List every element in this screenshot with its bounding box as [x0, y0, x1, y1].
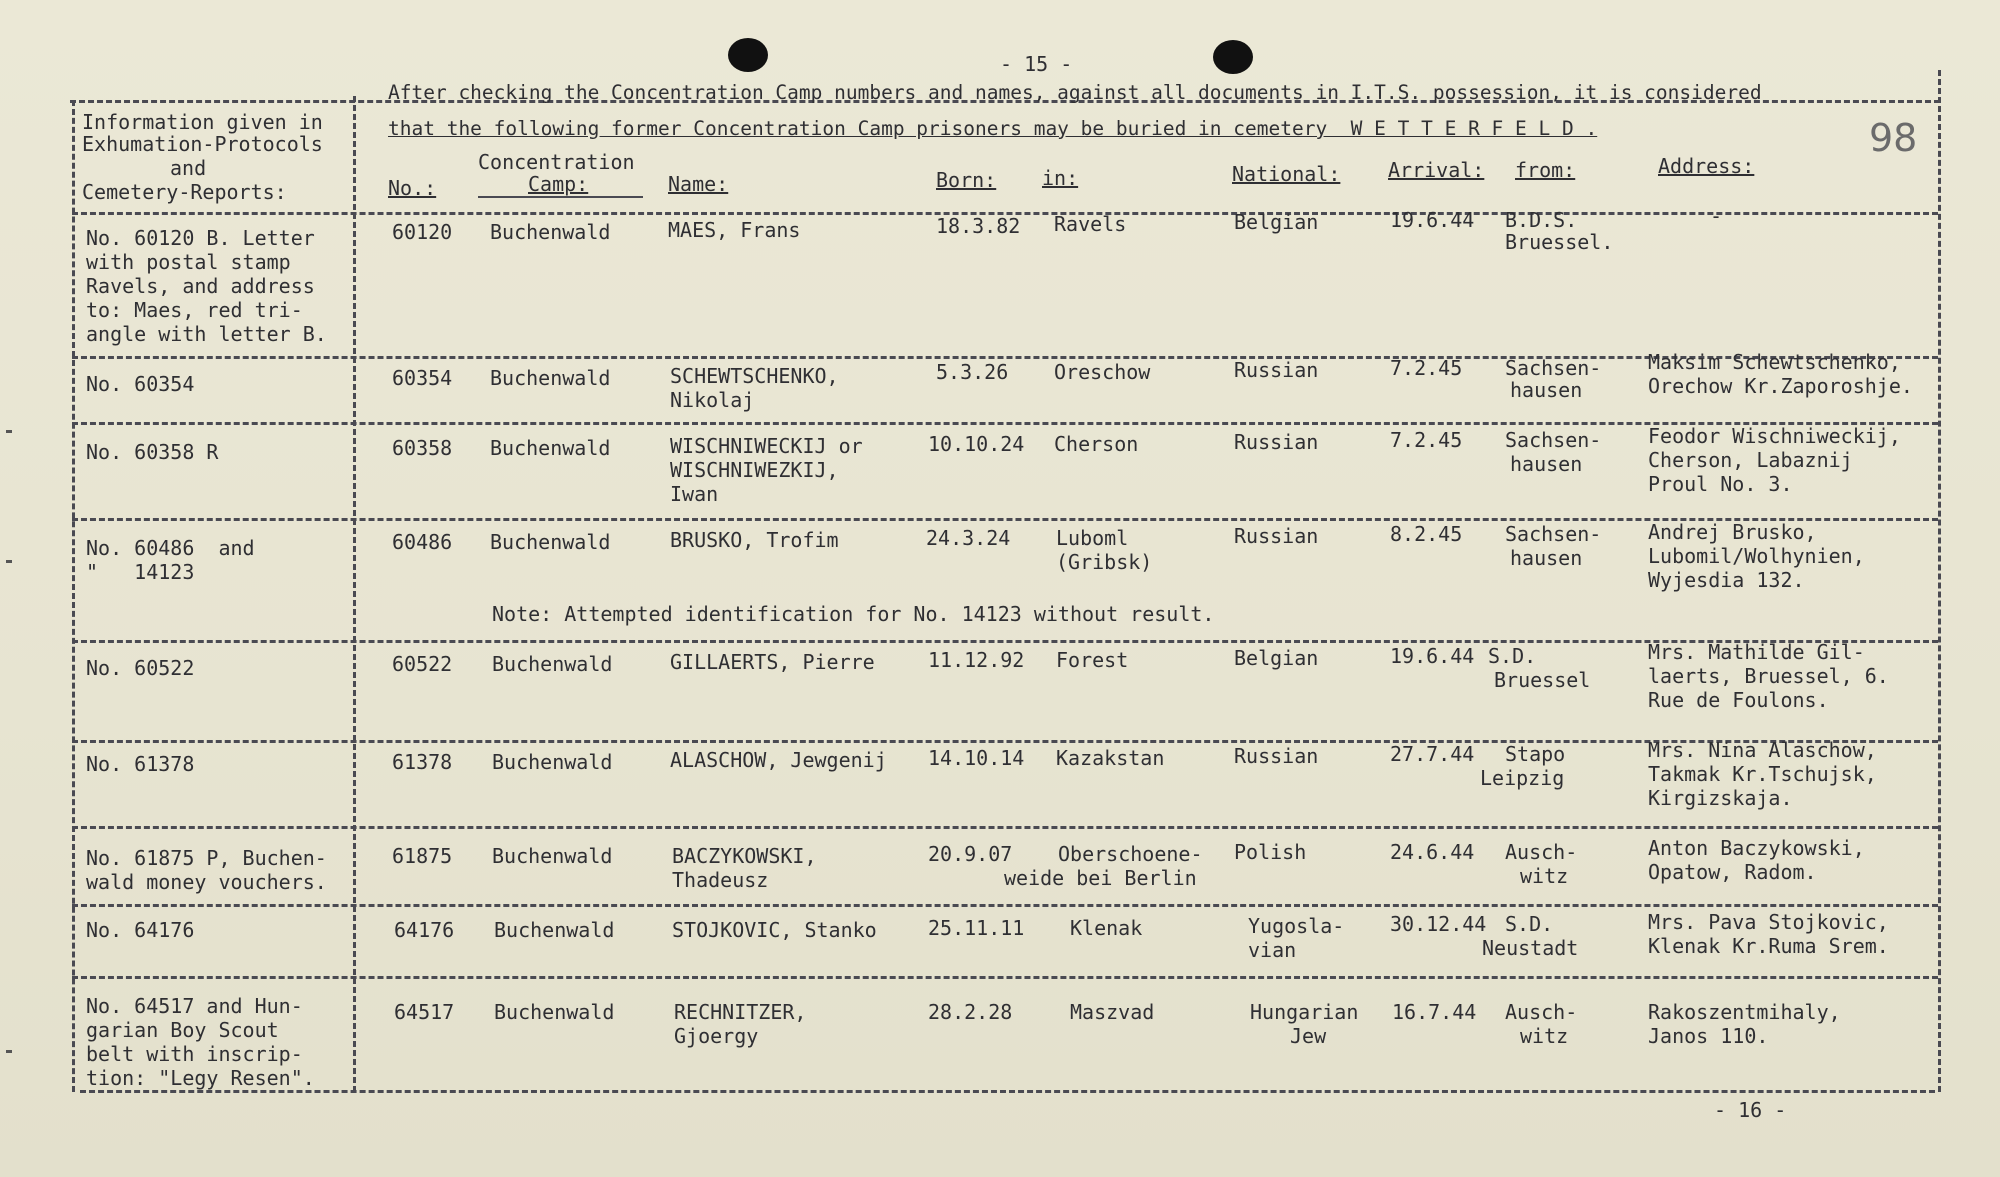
- row-born: 5.3.26: [936, 360, 1009, 384]
- row-born: 20.9.07: [928, 842, 1013, 866]
- row-born: 10.10.24: [928, 432, 1025, 456]
- row-in: Oreschow: [1054, 360, 1151, 384]
- row-name: Iwan: [670, 482, 719, 506]
- row-from: Neustadt: [1482, 936, 1579, 960]
- row-born: 14.10.14: [928, 746, 1025, 770]
- row-from: S.D.: [1505, 912, 1554, 936]
- row-info-line: belt with inscrip-: [86, 1042, 303, 1066]
- row-camp: Buchenwald: [492, 652, 613, 676]
- row-name: SCHEWTSCHENKO,: [670, 364, 839, 388]
- row-name: STOJKOVIC, Stanko: [672, 918, 877, 942]
- row-info-line: No. 64517 and Hun-: [86, 994, 303, 1018]
- row-no: 60120: [392, 220, 453, 244]
- row-national: Belgian: [1234, 646, 1319, 670]
- row-address: Takmak Kr.Tschujsk,: [1648, 762, 1877, 786]
- row-camp: Buchenwald: [490, 530, 611, 554]
- row-no: 61378: [392, 750, 453, 774]
- row-note: Note: Attempted identification for No. 14123 without result.: [492, 602, 1215, 626]
- row-separator: [72, 976, 1938, 979]
- row-no: 60486: [392, 530, 453, 554]
- row-from: Ausch-: [1505, 840, 1578, 864]
- handwritten-number: 98: [1869, 116, 1918, 160]
- row-camp: Buchenwald: [490, 436, 611, 460]
- row-name: BRUSKO, Trofim: [670, 528, 839, 552]
- row-arrival: 19.6.44: [1390, 208, 1475, 232]
- row-national: vian: [1248, 938, 1297, 962]
- camp-underline: [478, 196, 643, 198]
- row-arrival: 30.12.44: [1390, 912, 1487, 936]
- row-from: hausen: [1510, 378, 1583, 402]
- row-born: 18.3.82: [936, 214, 1021, 238]
- row-from: Sachsen-: [1505, 522, 1602, 546]
- row-address: Janos 110.: [1648, 1024, 1769, 1048]
- row-camp: Buchenwald: [494, 1000, 615, 1024]
- row-arrival: 16.7.44: [1392, 1000, 1477, 1024]
- row-from: S.D.: [1488, 644, 1537, 668]
- punch-hole-right: [1213, 40, 1253, 74]
- row-info-line: No. 60358 R: [86, 440, 219, 464]
- row-camp: Buchenwald: [490, 366, 611, 390]
- punch-hole-left: [728, 38, 768, 72]
- row-in: Oberschoene-: [1058, 842, 1203, 866]
- col-header-address: Address:: [1658, 154, 1755, 178]
- row-in: Maszvad: [1070, 1000, 1155, 1024]
- row-name: RECHNITZER,: [674, 1000, 807, 1024]
- row-national: Russian: [1234, 358, 1319, 382]
- col-header-from: from:: [1515, 158, 1576, 182]
- row-camp: Buchenwald: [492, 750, 613, 774]
- row-address: Wyjesdia 132.: [1648, 568, 1805, 592]
- row-no: 60354: [392, 366, 453, 390]
- row-name: MAES, Frans: [668, 218, 801, 242]
- row-camp: Buchenwald: [492, 844, 613, 868]
- row-name: WISCHNIWECKIJ or: [670, 434, 863, 458]
- row-from: witz: [1520, 1024, 1569, 1048]
- row-name: Thadeusz: [672, 868, 769, 892]
- row-in: Kazakstan: [1056, 746, 1165, 770]
- row-from: witz: [1520, 864, 1569, 888]
- row-in: (Gribsk): [1056, 550, 1153, 574]
- row-address: Rue de Foulons.: [1648, 688, 1829, 712]
- row-address: Proul No. 3.: [1648, 472, 1793, 496]
- row-in: Ravels: [1054, 212, 1127, 236]
- row-separator: [72, 826, 1938, 829]
- row-name: GILLAERTS, Pierre: [670, 650, 875, 674]
- col-header-arrival: Arrival:: [1388, 158, 1485, 182]
- frame-left: [72, 100, 75, 1092]
- row-born: 28.2.28: [928, 1000, 1013, 1024]
- row-info-line: angle with letter B.: [86, 322, 327, 346]
- row-national: Yugosla-: [1248, 914, 1345, 938]
- row-info-line: garian Boy Scout: [86, 1018, 279, 1042]
- row-from: Leipzig: [1480, 766, 1565, 790]
- row-born: 11.12.92: [928, 648, 1025, 672]
- row-national: Hungarian: [1250, 1000, 1359, 1024]
- col-header-camp: Camp:: [528, 172, 589, 196]
- row-address: Orechow Kr.Zaporoshje.: [1648, 374, 1913, 398]
- row-no: 60358: [392, 436, 453, 460]
- row-national: Russian: [1234, 430, 1319, 454]
- col-header-born: Born:: [936, 168, 997, 192]
- row-arrival: 7.2.45: [1390, 356, 1463, 380]
- row-info-line: Ravels, and address: [86, 274, 315, 298]
- row-in: Forest: [1056, 648, 1129, 672]
- row-name: Nikolaj: [670, 388, 755, 412]
- row-in: Luboml: [1056, 526, 1129, 550]
- row-separator: [72, 904, 1938, 907]
- row-from: Ausch-: [1505, 1000, 1578, 1024]
- col-header-camp-top: Concentration: [478, 150, 635, 174]
- row-from: hausen: [1510, 452, 1583, 476]
- row-info-line: tion: "Legy Resen".: [86, 1066, 315, 1090]
- row-address: Kirgizskaja.: [1648, 786, 1793, 810]
- row-info-line: No. 64176: [86, 918, 195, 942]
- row-info-line: " 14123: [86, 560, 195, 584]
- row-arrival: 24.6.44: [1390, 840, 1475, 864]
- row-from: Sachsen-: [1505, 356, 1602, 380]
- row-name: Gjoergy: [674, 1024, 759, 1048]
- row-info-line: No. 61378: [86, 752, 195, 776]
- row-info-line: No. 60354: [86, 372, 195, 396]
- row-info-line: with postal stamp: [86, 250, 291, 274]
- col-header-in: in:: [1042, 166, 1079, 190]
- row-name: BACZYKOWSKI,: [672, 844, 817, 868]
- intro-line-1: After checking the Concentration Camp numbers and names, against all documents in I.T.S. possession, it is considered: [388, 81, 1762, 104]
- row-address: -: [1710, 204, 1723, 228]
- row-national: Russian: [1234, 744, 1319, 768]
- row-name: WISCHNIWEZKIJ,: [670, 458, 839, 482]
- column-divider: [353, 96, 356, 1092]
- col-header-name: Name:: [668, 172, 729, 196]
- row-from: Stapo: [1505, 742, 1566, 766]
- margin-mark: [6, 1050, 12, 1053]
- row-camp: Buchenwald: [490, 220, 611, 244]
- row-arrival: 7.2.45: [1390, 428, 1463, 452]
- row-address: Anton Baczykowski,: [1648, 836, 1865, 860]
- row-arrival: 8.2.45: [1390, 522, 1463, 546]
- row-no: 61875: [392, 844, 453, 868]
- row-address: Maksim Schewtschenko,: [1648, 350, 1901, 374]
- row-address: Andrej Brusko,: [1648, 520, 1817, 544]
- row-info-line: to: Maes, red tri-: [86, 298, 303, 322]
- header-left-line: Information given in: [82, 110, 323, 134]
- row-born: 24.3.24: [926, 526, 1011, 550]
- row-from: B.D.S.: [1505, 208, 1578, 232]
- row-from: Bruessel: [1494, 668, 1591, 692]
- bottom-page-number: - 16 -: [1714, 1098, 1787, 1122]
- row-no: 60522: [392, 652, 453, 676]
- row-no: 64176: [394, 918, 455, 942]
- frame-right: [1938, 70, 1941, 1092]
- row-address: Mrs. Nina Alaschow,: [1648, 738, 1877, 762]
- margin-mark: [6, 560, 12, 563]
- row-address: Feodor Wischniweckij,: [1648, 424, 1901, 448]
- frame-bottom: [80, 1090, 1935, 1093]
- row-national: Belgian: [1234, 210, 1319, 234]
- row-info-line: No. 60486 and: [86, 536, 255, 560]
- top-page-number: - 15 -: [1000, 52, 1073, 76]
- row-address: Klenak Kr.Ruma Srem.: [1648, 934, 1889, 958]
- header-left-line: and: [170, 156, 207, 180]
- row-in: Klenak: [1070, 916, 1143, 940]
- row-address: laerts, Bruessel, 6.: [1648, 664, 1889, 688]
- row-info-line: No. 61875 P, Buchen-: [86, 846, 327, 870]
- row-born: 25.11.11: [928, 916, 1025, 940]
- row-national: Jew: [1290, 1024, 1327, 1048]
- row-address: Cherson, Labaznij: [1648, 448, 1853, 472]
- col-header-no: No.:: [388, 176, 437, 200]
- row-address: Opatow, Radom.: [1648, 860, 1817, 884]
- row-from: hausen: [1510, 546, 1583, 570]
- row-in: weide bei Berlin: [1004, 866, 1197, 890]
- row-info-line: No. 60120 B. Letter: [86, 226, 315, 250]
- header-left-line: Exhumation-Protocols: [82, 132, 323, 156]
- row-arrival: 27.7.44: [1390, 742, 1475, 766]
- row-arrival: 19.6.44: [1390, 644, 1475, 668]
- row-address: Lubomil/Wolhynien,: [1648, 544, 1865, 568]
- row-camp: Buchenwald: [494, 918, 615, 942]
- row-info-line: wald money vouchers.: [86, 870, 327, 894]
- margin-mark: [6, 430, 12, 433]
- row-from: Bruessel.: [1505, 230, 1614, 254]
- header-left-line: Cemetery-Reports:: [82, 180, 287, 204]
- row-in: Cherson: [1054, 432, 1139, 456]
- col-header-national: National:: [1232, 162, 1341, 186]
- row-national: Polish: [1234, 840, 1307, 864]
- intro-line-2: that the following former Concentration Camp prisoners may be buried in cemetery W E T T E R F E L D .: [388, 117, 1598, 140]
- row-national: Russian: [1234, 524, 1319, 548]
- row-no: 64517: [394, 1000, 455, 1024]
- row-info-line: No. 60522: [86, 656, 195, 680]
- row-name: ALASCHOW, Jewgenij: [670, 748, 887, 772]
- row-from: Sachsen-: [1505, 428, 1602, 452]
- row-address: Rakoszentmihaly,: [1648, 1000, 1841, 1024]
- row-address: Mrs. Mathilde Gil-: [1648, 640, 1865, 664]
- row-address: Mrs. Pava Stojkovic,: [1648, 910, 1889, 934]
